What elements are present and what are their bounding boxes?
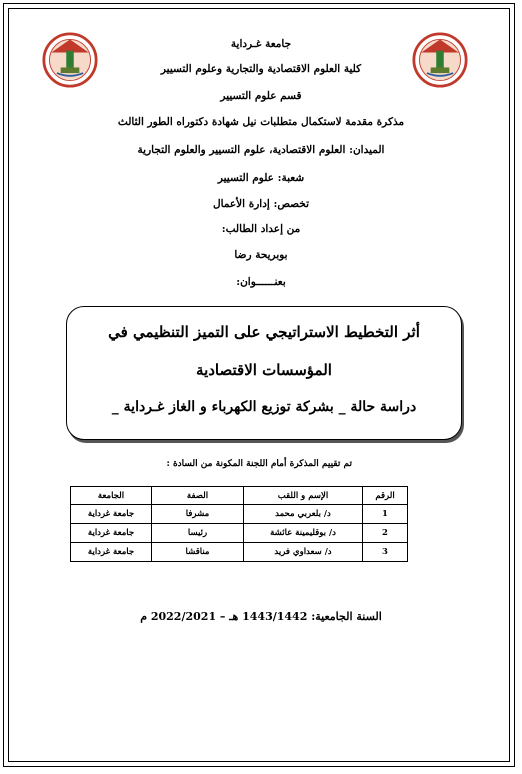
table-row	[71, 524, 408, 543]
member-university: جامعة غرداية	[71, 524, 152, 543]
member-university: جامعة غرداية	[71, 543, 152, 562]
member-name: د/ سعداوي فريد	[244, 543, 363, 562]
specialty-line: تخصص: إدارة الأعمال	[212, 198, 309, 210]
member-role: مناقشا	[152, 543, 244, 562]
thesis-title-line-1: أثر التخطيط الاستراتيجي على التميز التنظيمي في	[108, 323, 420, 341]
department-name: قسم علوم التسيير	[220, 90, 302, 102]
thesis-title-box	[66, 306, 462, 440]
title-label: بعنــــــوان:	[236, 276, 286, 288]
member-name: د/ بوقليمينة عائشة	[244, 524, 363, 543]
row-number: 1	[363, 505, 408, 524]
thesis-note: مذكرة مقدمة لاستكمال متطلبات نيل شهادة دكتوراه الطور الثالث	[117, 116, 405, 128]
field-line: الميدان: العلوم الاقتصادية، علوم التسيير والعلوم التجارية	[137, 144, 385, 156]
header-name: الإسم و اللقب	[244, 487, 363, 505]
row-number: 3	[363, 543, 408, 562]
table-row	[71, 505, 408, 524]
table-row	[71, 543, 408, 562]
row-number: 2	[363, 524, 408, 543]
prepared-by-label: من إعداد الطالب:	[221, 223, 301, 235]
branch-line: شعبة: علوم التسيير	[217, 172, 305, 184]
member-role: مشرفا	[152, 505, 244, 524]
faculty-name: كلية العلوم الاقتصادية والتجارية وعلوم التسيير	[160, 63, 362, 75]
university-name: جامعة غـرداية	[230, 38, 292, 50]
academic-year: السنة الجامعية: 1443/1442 هـ – 2022/2021 م	[140, 610, 382, 623]
member-name: د/ بلعربي محمد	[244, 505, 363, 524]
member-university: جامعة غرداية	[71, 505, 152, 524]
header-number: الرقم	[363, 487, 408, 505]
student-name: بوبريحة رضا	[234, 249, 288, 261]
member-role: رئيسا	[152, 524, 244, 543]
case-study-line: دراسة حالة _ بشركة توزيع الكهرباء و الغاز غـرداية _	[111, 399, 417, 415]
jury-caption: تم تقييم المذكرة أمام اللجنة المكونة من السادة :	[166, 459, 352, 469]
jury-table-header	[71, 487, 408, 505]
thesis-title-line-2: المؤسسات الاقتصادية	[196, 361, 332, 379]
jury-table	[70, 486, 408, 562]
header-university: الجامعة	[71, 487, 152, 505]
header-role: الصفة	[152, 487, 244, 505]
